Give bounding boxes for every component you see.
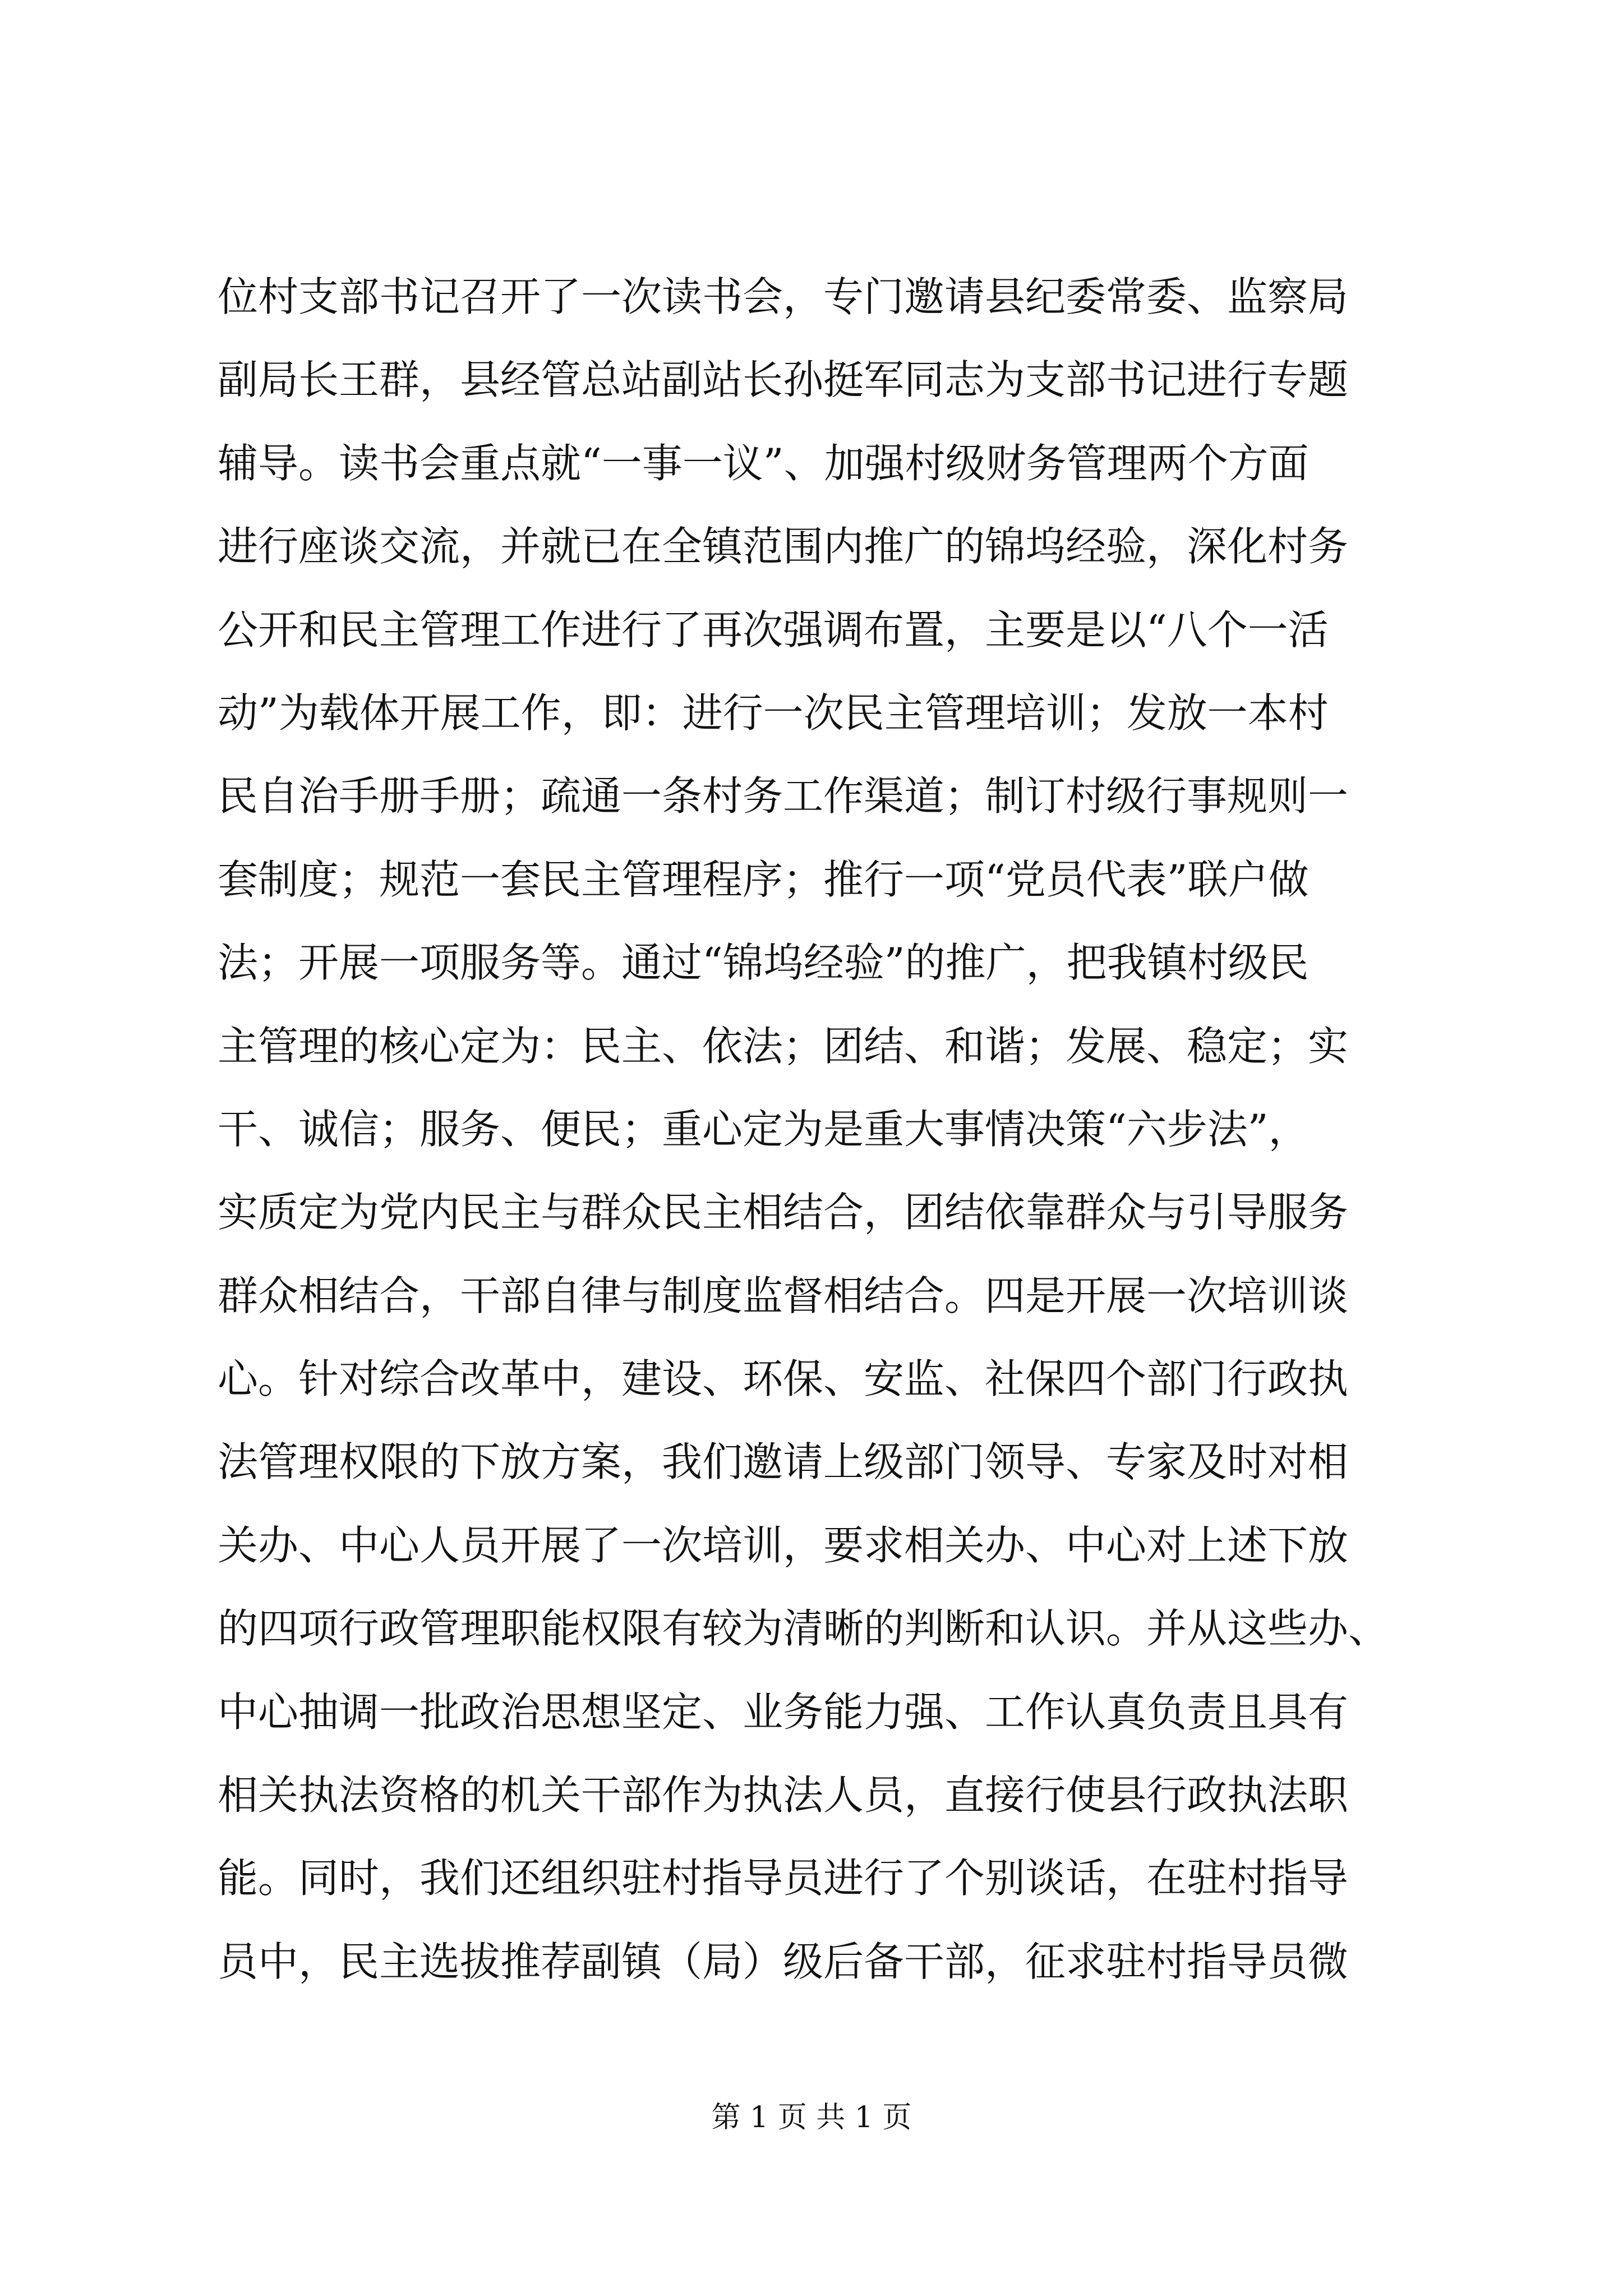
text-line: 位村支部书记召开了一次读书会，专门邀请县纪委常委、监察局 (218, 273, 1349, 320)
text-line: 副局长王群，县经管总站副站长孙挺军同志为支部书记进行专题 (218, 356, 1349, 404)
text-line: 套制度；规范一套民主管理程序；推行一项“党员代表”联户做 (218, 855, 1309, 903)
text-line: 的四项行政管理职能权限有较为清晰的判断和认识。并从这些办、 (218, 1605, 1389, 1653)
text-line: 能。同时，我们还组织驻村指导员进行了个别谈话，在驻村指导 (218, 1855, 1349, 1902)
text-line: 民自治手册手册；疏通一条村务工作渠道；制订村级行事规则一 (218, 772, 1349, 820)
text-line: 进行座谈交流，并就已在全镇范围内推广的锦坞经验，深化村务 (218, 523, 1349, 570)
text-line: 相关执法资格的机关干部作为执法人员，直接行使县行政执法职 (218, 1772, 1349, 1819)
text-line: 辅导。读书会重点就“一事一议”、加强村级财务管理两个方面 (218, 439, 1309, 487)
text-line: 动”为载体开展工作，即：进行一次民主管理培训；发放一本村 (218, 689, 1329, 737)
body-text (218, 255, 1429, 2003)
page-footer: 第 1 页 共 1 页 (711, 2101, 912, 2134)
text-line: 干、诚信；服务、便民；重心定为是重大事情决策“六步法”， (218, 1105, 1309, 1153)
text-line: 公开和民主管理工作进行了再次强调布置，主要是以“八个一活 (218, 606, 1329, 654)
text-line: 实质定为党内民主与群众民主相结合，团结依靠群众与引导服务 (218, 1189, 1349, 1236)
text-line: 法；开展一项服务等。通过“锦坞经验”的推广，把我镇村级民 (218, 939, 1309, 987)
text-line: 法管理权限的下放方案，我们邀请上级部门领导、专家及时对相 (218, 1438, 1349, 1486)
text-line: 主管理的核心定为：民主、依法；团结、和谐；发展、稳定；实 (218, 1022, 1349, 1070)
text-line: 员中，民主选拔推荐副镇（局）级后备干部，征求驻村指导员微 (218, 1938, 1349, 1985)
text-line: 心。针对综合改革中，建设、环保、安监、社保四个部门行政执 (218, 1355, 1349, 1403)
text-line: 关办、中心人员开展了一次培训，要求相关办、中心对上述下放 (218, 1521, 1349, 1569)
text-line: 中心抽调一批政治思想坚定、业务能力强、工作认真负责且具有 (218, 1688, 1349, 1736)
text-line: 群众相结合，干部自律与制度监督相结合。四是开展一次培训谈 (218, 1272, 1349, 1319)
